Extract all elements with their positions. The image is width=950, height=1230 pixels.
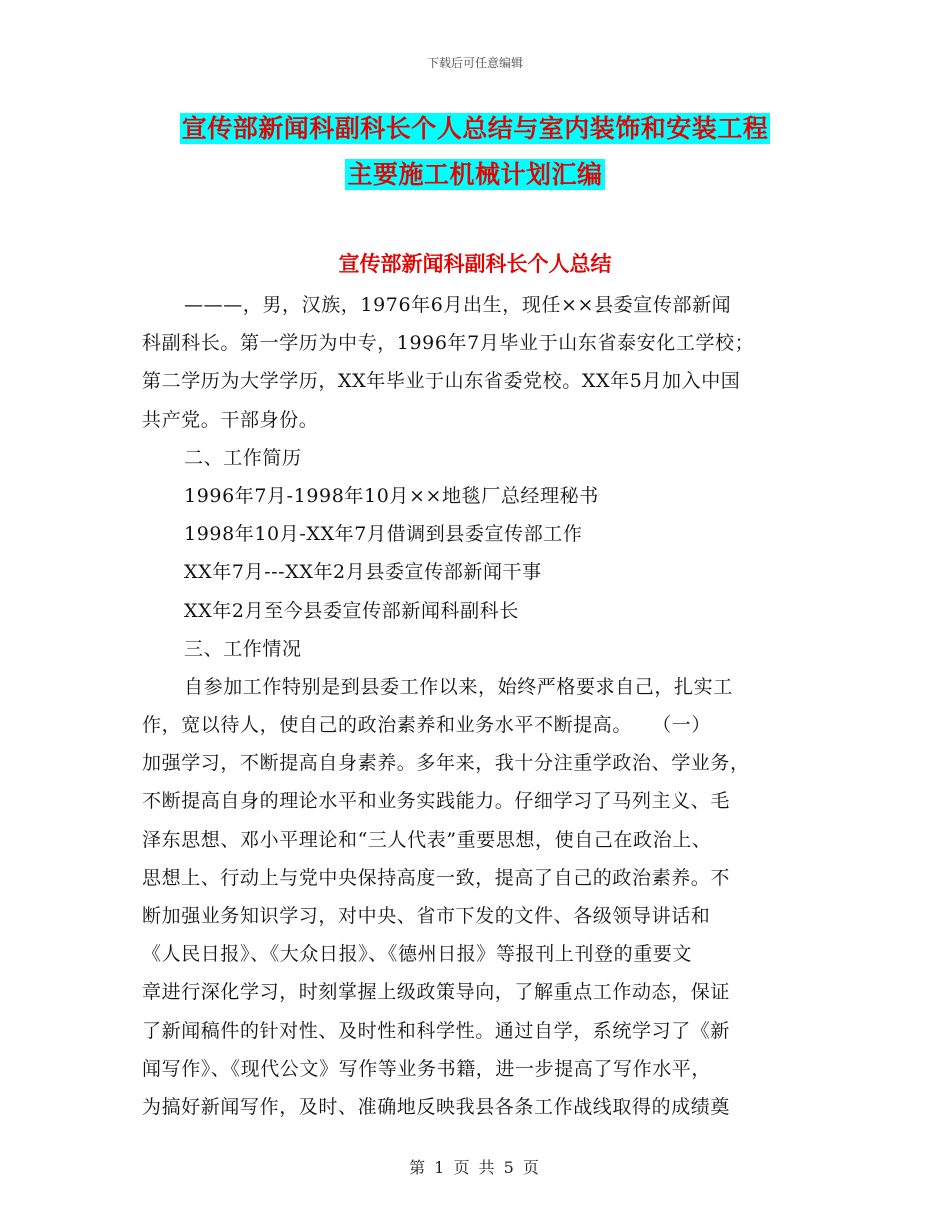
body-line: 断加强业务知识学习，对中央、省市下发的文件、各级领导讲话和	[142, 905, 711, 927]
body-line: 作，宽以待人，使自己的政治素养和业务水平不断提高。 （一）	[142, 714, 712, 737]
body-text	[142, 286, 802, 1126]
body-line: 泽东思想、邓小平理论和“三人代表”重要思想，使自己在政治上、	[142, 828, 712, 851]
body-line: 《人民日报》、《大众日报》、《德州日报》等报刊上刊登的重要文	[142, 943, 693, 966]
body-line: 二、工作简历	[184, 446, 302, 469]
body-line: ———，男，汉族，1976年6月出生，现任××县委宣传部新闻	[184, 294, 732, 316]
body-line: 自参加工作特别是到县委工作以来，始终严格要求自己，扎实工	[184, 675, 733, 698]
body-line: 为搞好新闻写作，及时、准确地反映我县各条工作战线取得的成绩奠	[142, 1095, 731, 1118]
body-line: 1998年10月-XX年7月借调到县委宣传部工作	[184, 523, 583, 546]
main-title-line-2-text: 主要施工机械计划汇编	[347, 160, 603, 189]
body-line: XX年7月---XX年2月县委宣传部新闻干事	[184, 561, 542, 584]
body-line: 思想上、行动上与党中央保持高度一致，提高了自己的政治素养。不	[142, 866, 731, 889]
body-line: 第二学历为大学学历，XX年毕业于山东省委党校。XX年5月加入中国	[142, 370, 741, 393]
body-line: 章进行深化学习，时刻掌握上级政策导向，了解重点工作动态，保证	[142, 981, 731, 1004]
section-title: 宣传部新闻科副科长个人总结	[338, 251, 612, 276]
page-footer: 第 1 页 共 5 页	[409, 1158, 541, 1177]
body-line: XX年2月至今县委宣传部新闻科副科长	[184, 599, 519, 622]
body-line: 闻写作》、《现代公文》写作等业务书籍，进一步提高了写作水平，	[142, 1057, 712, 1080]
header-note: 下载后可任意编辑	[426, 56, 523, 70]
body-line: 不断提高自身的理论水平和业务实践能力。仔细学习了马列主义、毛	[142, 790, 731, 813]
body-line: 共产党。干部身份。	[142, 408, 319, 431]
body-line: 科副科长。第一学历为中专，1996年7月毕业于山东省泰安化工学校；	[142, 332, 755, 355]
body-line: 加强学习，不断提高自身素养。多年来，我十分注重学政治、学业务，	[142, 752, 750, 775]
body-line: 1996年7月-1998年10月××地毯厂总经理秘书	[184, 484, 599, 507]
main-title-line-1-text: 宣传部新闻科副科长个人总结与室内装饰和安装工程	[181, 114, 769, 143]
main-title-line-1	[0, 112, 950, 146]
body-line: 了新闻稿件的针对性、及时性和科学性。通过自学，系统学习了《新	[142, 1019, 731, 1042]
body-line: 三、工作情况	[184, 637, 302, 660]
main-title-line-2	[0, 158, 950, 192]
